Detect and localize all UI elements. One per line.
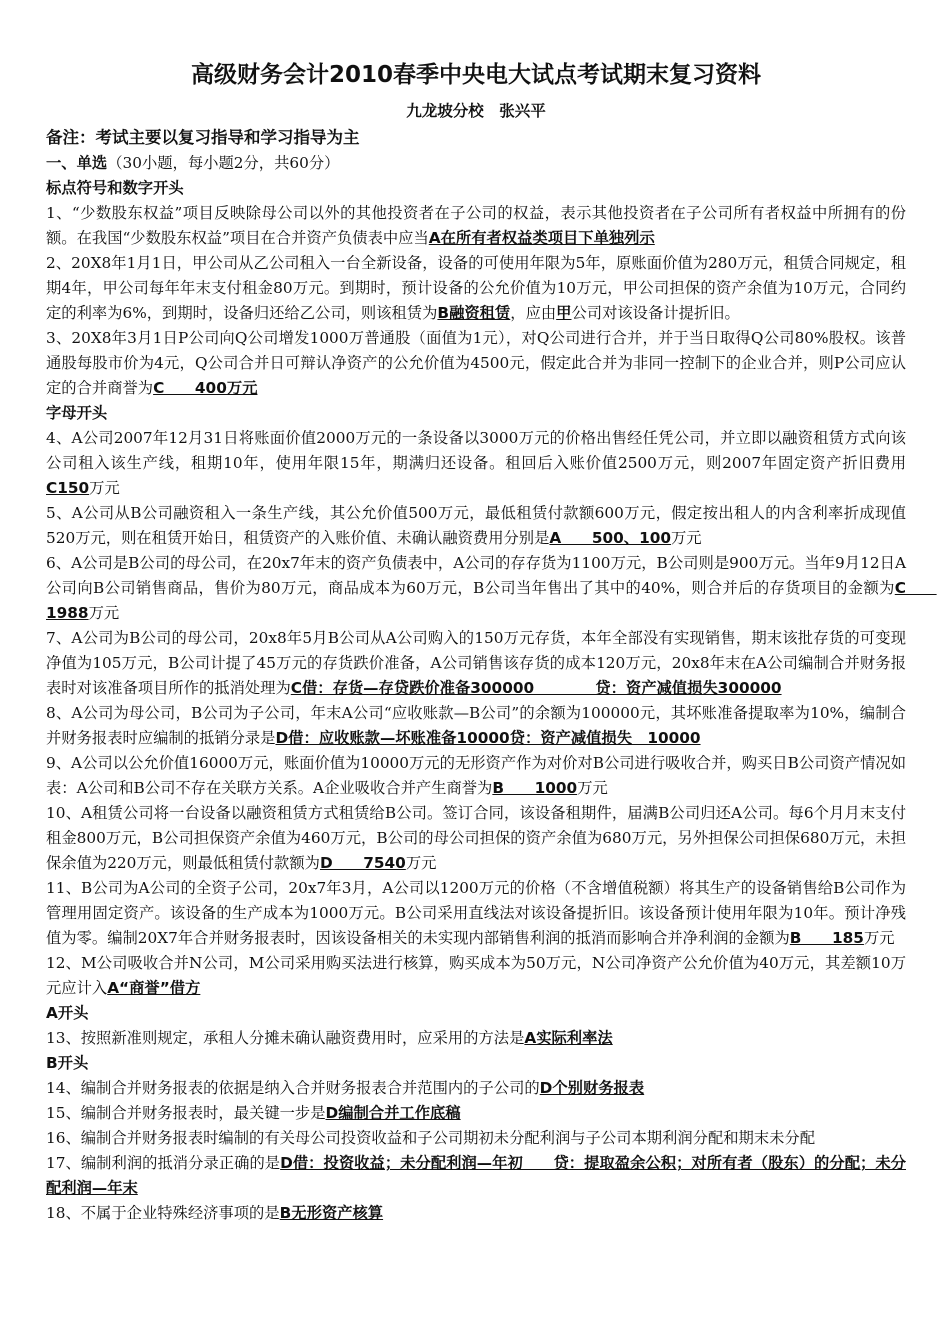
answer: D借：应收账款—坏账准备10000贷：资产减值损失 10000	[275, 729, 701, 747]
question-13	[46, 1026, 906, 1051]
question-text-tail: 万元	[671, 529, 702, 547]
group-heading: 标点符号和数字开头	[46, 179, 184, 197]
section-detail: （30小题，每小题2分，共60分）	[107, 154, 340, 172]
answer: B 1000	[492, 779, 578, 797]
answer: C150	[46, 479, 90, 497]
question-text: 8、A公司为母公司，B公司为子公司，年末A公司“应收账款—B公司”的余额为100000元，其坏账准备提取率为10%，编制合并财务报表时应编制的抵销分录是	[46, 704, 906, 747]
answer: C借：存货—存贷跌价准备300000 贷：资产减值损失300000	[290, 679, 782, 697]
answer-secondary: 甲	[556, 304, 572, 322]
section-heading	[46, 151, 906, 176]
document-note: 备注：考试主要以复习指导和学习指导为主	[46, 128, 360, 147]
question-text-tail: 万元	[577, 779, 608, 797]
document-author: 九龙坡分校 张兴平	[406, 102, 546, 120]
question-10	[46, 801, 906, 876]
question-12	[46, 951, 906, 1001]
question-17	[46, 1151, 906, 1201]
question-text: 11、B公司为A公司的全资子公司，20x7年3月，A公司以1200万元的价格（不含增值税额）将其生产的设备销售给B公司作为管理用固定资产。该设备的生产成本为1000万元。B公司采用直线法对该设备提折旧。该设备预计使用年限为10年。预计净残值为零。编制20X7年合并财务报表时，因该设备相关的未实现内部销售利润的抵消而影响合并净利润的金额为	[46, 879, 906, 947]
answer: C 1988	[46, 579, 937, 622]
question-text-tail: 万元	[405, 854, 437, 872]
question-text: 1、“少数股东权益”项目反映除母公司以外的其他投资者在子公司的权益，表示其他投资者在子公司所有者权益中所拥有的份额。在我国“少数股东权益”项目在合并资产负债表中应当	[46, 204, 906, 247]
question-text: 17、编制利润的抵消分录正确的是	[46, 1154, 281, 1172]
question-text: 6、A公司是B公司的母公司，在20x7年末的资产负债表中，A公司的存存货为1100万元，B公司则是900万元。当年9月12日A公司向B公司销售商品，售价为80万元，商品成本为60万元，B公司当年售出了其中的40%，则合并后的存货项目的金额为	[46, 554, 906, 597]
question-text: 13、按照新准则规定，承租人分摊未确认融资费用时，应采用的方法是	[46, 1029, 525, 1047]
question-1	[46, 201, 906, 251]
answer: D编制合并工作底稿	[325, 1104, 461, 1122]
question-text-mid: ，应由	[510, 304, 557, 322]
question-text: 10、A租赁公司将一台设备以融资租赁方式租赁给B公司。签订合同，该设备租期件，届满B公司归还A公司。每6个月月末支付租金800万元，B公司担保资产余值为460万元，B公司的母公司担保的资产余值为680万元，另外担保公司担保680万元，未担保余值为220万元，则最低租赁付款额为	[46, 804, 906, 872]
question-5	[46, 501, 906, 551]
answer: A在所有者权益类项目下单独列示	[428, 229, 655, 247]
question-6	[46, 551, 937, 626]
question-text: 9、A公司以公允价值16000万元，账面价值为10000万元的无形资产作为对价对B公司进行吸收合并，购买日B公司资产情况如表：A公司和B公司不存在关联方关系。A企业吸收合并产生商誉为	[46, 754, 906, 797]
question-11	[46, 876, 906, 951]
question-text: 14、编制合并财务报表的依据是纳入合并财务报表合并范围内的子公司的	[46, 1079, 540, 1097]
answer: A实际利率法	[524, 1029, 613, 1047]
question-16	[46, 1126, 906, 1151]
answer: B融资租赁	[437, 304, 511, 322]
question-8	[46, 701, 906, 751]
question-3	[46, 326, 906, 401]
question-text: 5、A公司从B公司融资租入一条生产线，其公允价值500万元，最低租赁付款额600万元，假定按出租人的内含利率折成现值520万元，则在租赁开始日，租赁资产的入账价值、未确认融资费用分别是	[46, 504, 906, 547]
question-9	[46, 751, 906, 801]
answer: A 500、100	[549, 529, 671, 547]
answer: C 400万元	[153, 379, 258, 397]
question-18	[46, 1201, 906, 1226]
question-text: 4、A公司2007年12月31日将账面价值2000万元的一条设备以3000万元的价格出售经任凭公司，并立即以融资租赁方式向该公司租入该生产线，租期10年，使用年限15年，期满归还设备。租回后入账价值2500万元，则2007年固定资产折旧费用	[46, 429, 906, 472]
question-4	[46, 426, 906, 501]
question-text: 7、A公司为B公司的母公司，20x8年5月B公司从A公司购入的150万元存货，本年全部没有实现销售，期末该批存货的可变现净值为105万元，B公司计提了45万元的存货跌价准备，A公司销售该存货的成本120万元，20x8年末在A公司编制合并财务报表时对该准备项目所作的抵消处理为	[46, 629, 906, 697]
answer: B无形资产核算	[279, 1204, 384, 1222]
answer: D个别财务报表	[539, 1079, 645, 1097]
question-text-tail: 万元	[863, 929, 895, 947]
group-heading: A开头	[46, 1004, 89, 1022]
question-text: 2、20X8年1月1日，甲公司从乙公司租入一台全新设备，设备的可使用年限为5年，原账面价值为280万元，租赁合同规定，租期4年，甲公司每年年末支付租金80万元。到期时，预计设备的公允价值为10万元，甲公司担保的资产余值为10万元，合同约定的利率为6%，到期时，设备归还给乙公司，则该租赁为	[46, 254, 906, 322]
section-label: 一、单选	[46, 154, 108, 172]
question-text-tail: 万元	[89, 479, 120, 497]
question-15	[46, 1101, 906, 1126]
question-2	[46, 251, 906, 326]
answer: A“商誉”借方	[107, 979, 201, 997]
answer: B 185	[789, 929, 864, 947]
answer: D借：投资收益；未分配利润—年初 贷：提取盈余公积；对所有者（股东）的分配；未分配利润—年末	[46, 1154, 907, 1197]
question-text: 12、M公司吸收合并N公司，M公司采用购买法进行核算，购买成本为50万元，N公司净资产公允价值为40万元，其差额10万元应计入	[46, 954, 906, 997]
document-title: 高级财务会计2010春季中央电大试点考试期末复习资料	[190, 62, 761, 88]
question-text: 15、编制合并财务报表时，最关键一步是	[46, 1104, 326, 1122]
question-text-tail: 万元	[88, 604, 120, 622]
question-text-tail: 公司对该设备计提折旧。	[571, 304, 740, 322]
question-text: 3、20X8年3月1日P公司向Q公司增发1000万普通股（面值为1元），对Q公司进行合并，并于当日取得Q公司80%股权。该普通股每股市价为4元，Q公司合并日可辩认净资产的公允价值为4500元，假定此合并为非同一控制下的企业合并，则P公司应认定的合并商誉为	[46, 329, 906, 397]
question-text: 18、不属于企业特殊经济事项的是	[46, 1204, 280, 1222]
group-heading: B开头	[46, 1054, 89, 1072]
question-7	[46, 626, 906, 701]
answer: D 7540	[319, 854, 406, 872]
question-14	[46, 1076, 906, 1101]
group-heading: 字母开头	[46, 404, 108, 422]
question-text: 16、编制合并财务报表时编制的有关母公司投资收益和子公司期初未分配利润与子公司本期利润分配和期末未分配	[46, 1129, 816, 1147]
